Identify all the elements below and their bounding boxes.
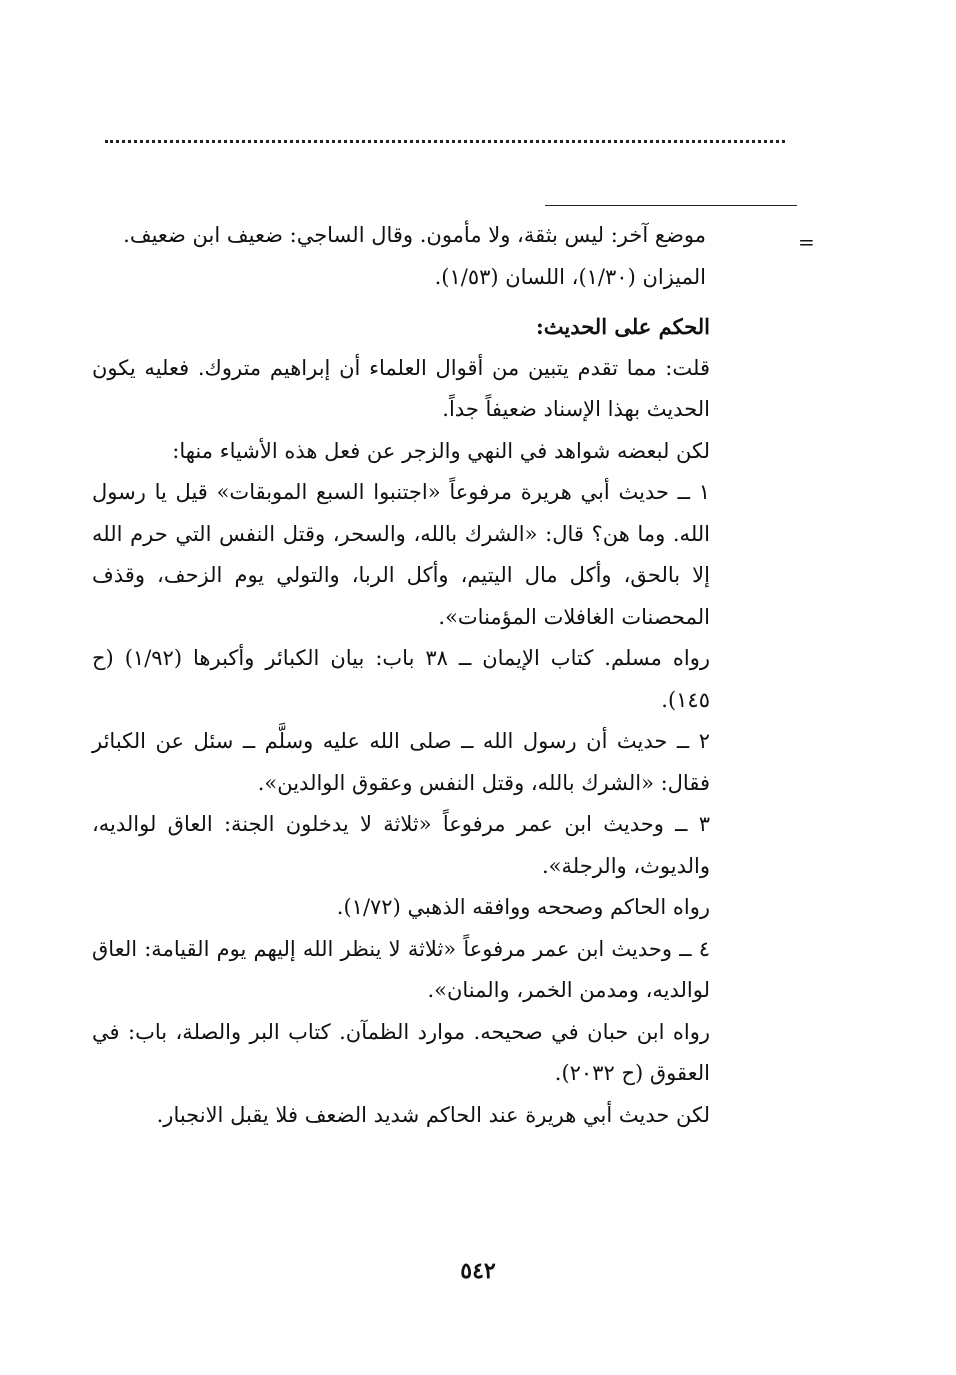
paragraph: ٤ ــ وحديث ابن عمر مرفوعاً «ثلاثة لا ينظر الله إليهم يوم القيامة: العاق لوالديه، ومدمن الخمر، والمنان». <box>92 936 710 1002</box>
footnote-line: موضع آخر: ليس بثقة، ولا مأمون. وقال الساجي: ضعيف ابن ضعيف. <box>123 223 706 247</box>
paragraph: ٢ ــ حديث أن رسول الله ــ صلى الله عليه وسلَّم ــ سئل عن الكبائر فقال: «الشرك بالله، وقتل النفس وعقوق الوالدين». <box>92 729 710 795</box>
page-number: ٥٤٢ <box>460 1258 496 1284</box>
paragraph: رواه الحاكم وصححه ووافقه الذهبي (١/٧٢). <box>336 895 710 919</box>
main-text <box>92 306 710 1136</box>
paragraph: لكن لبعضه شواهد في النهي والزجر عن فعل هذه الأشياء منها: <box>172 438 710 463</box>
paragraph: قلت: مما تقدم يتبين من أقوال العلماء أن إبراهيم متروك. فعليه يكون الحديث بهذا الإسناد ضعيفاً جداً. <box>92 355 710 421</box>
paragraph: ١ ــ حديث أبي هريرة مرفوعاً «اجتنبوا السبع الموبقات» قيل يا رسول الله. وما هن؟ قال: «الشرك بالله، والسحر، وقتل النفس التي حرم الله إلا بالحق، وأكل مال اليتيم، وأكل الربا، والتولي يوم الزحف، وقذف المحصنات الغافلات المؤمنات». <box>92 480 710 629</box>
footnote-continuation-marker: = <box>798 230 815 254</box>
dotted-separator <box>105 140 785 143</box>
footnote <box>66 214 706 298</box>
paragraph: ٣ ــ وحديث ابن عمر مرفوعاً «ثلاثة لا يدخلون الجنة: العاق لوالديه، والديوث، والرجلة». <box>92 812 710 878</box>
footnote-rule <box>545 205 797 206</box>
paragraph: رواه مسلم. كتاب الإيمان ــ ٣٨ باب: بيان الكبائر وأكبرها (١/٩٢) (ح ١٤٥). <box>92 646 710 712</box>
footnote-line: الميزان (١/٣٠)، اللسان (١/٥٣). <box>434 265 706 289</box>
paragraph: لكن حديث أبي هريرة عند الحاكم شديد الضعف فلا يقبل الانجبار. <box>156 1102 710 1127</box>
paragraph: رواه ابن حبان في صحيحه. موارد الظمآن. كتاب البر والصلة، باب: في العقوق (ح ٢٠٣٢). <box>92 1019 710 1085</box>
section-heading: الحكم على الحديث: <box>536 314 710 339</box>
